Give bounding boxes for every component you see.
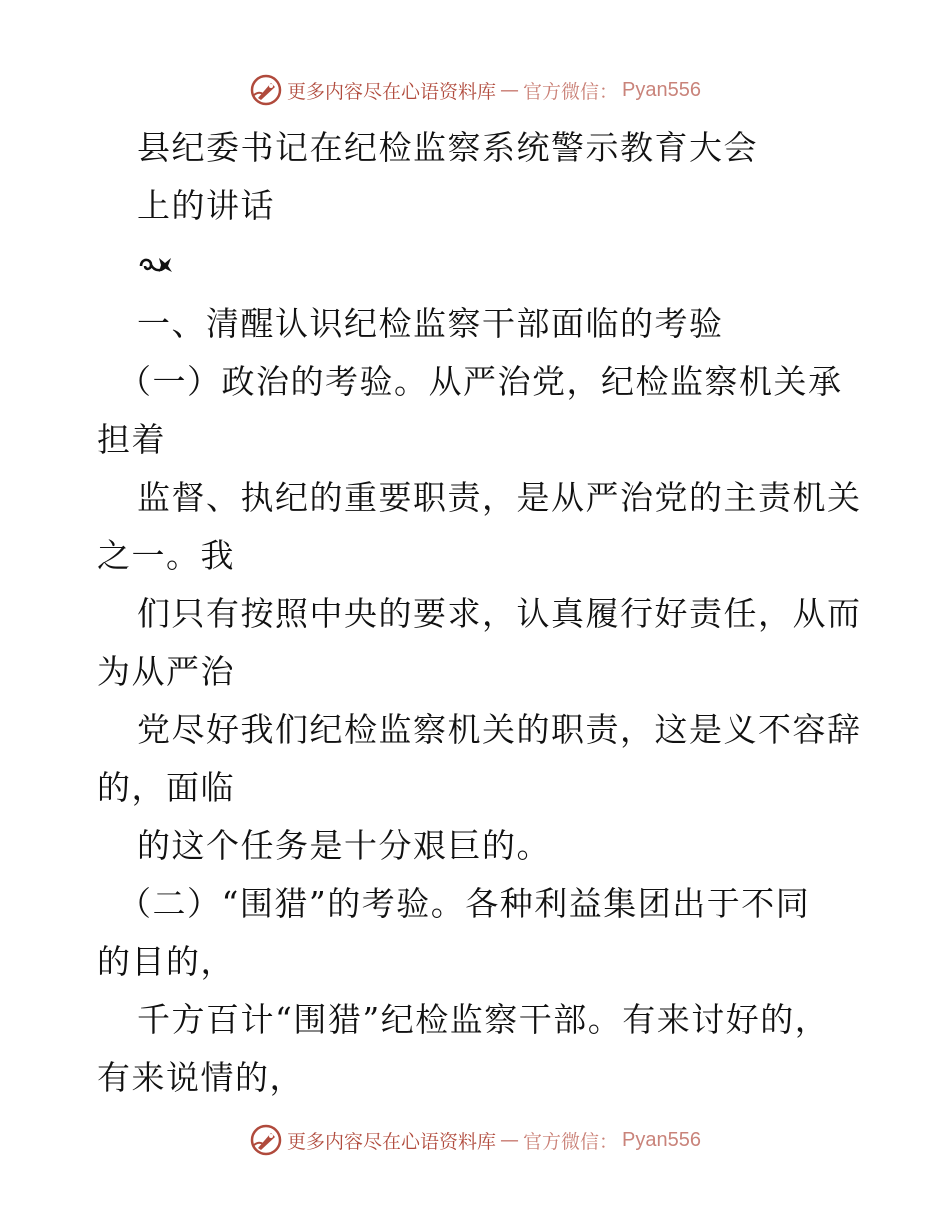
footer-watermark <box>0 1120 950 1160</box>
watermark-wechat-label: 官方微信： <box>523 80 619 103</box>
watermark-separator: — <box>500 1129 520 1151</box>
decorative-flourish-icon <box>137 252 173 278</box>
paragraph-line: 的，面临 <box>97 768 235 807</box>
watermark-wechat-label: 官方微信： <box>523 1130 619 1153</box>
pen-nib-logo-icon <box>249 73 283 107</box>
header-watermark <box>0 70 950 110</box>
paragraph-line: 千方百计“围猎”纪检监察干部。有来讨好的， <box>137 1000 830 1039</box>
paragraph-line: 有来说情的， <box>97 1058 304 1097</box>
paragraph-line: 监督、执纪的重要职责，是从严治党的主责机关 <box>137 478 862 517</box>
paragraph-line: 担着 <box>97 420 166 459</box>
paragraph-line: （一）政治的考验。从严治党，纪检监察机关承 <box>118 362 843 401</box>
watermark-wechat-id: Pyan556 <box>622 78 701 101</box>
paragraph-line: 的这个任务是十分艰巨的。 <box>137 826 551 865</box>
watermark-wechat-id: Pyan556 <box>622 1128 701 1151</box>
document-title-line-2: 上的讲话 <box>137 186 275 225</box>
paragraph-line: 之一。我 <box>97 536 235 575</box>
paragraph-line: 们只有按照中央的要求，认真履行好责任，从而 <box>137 594 862 633</box>
watermark-separator: — <box>500 79 520 101</box>
watermark-lead-text: 更多内容尽在心语资料库 <box>287 80 497 103</box>
paragraph-line: 的目的， <box>97 942 235 981</box>
paragraph-line: 党尽好我们纪检监察机关的职责，这是义不容辞 <box>137 710 862 749</box>
section-1-heading: 一、清醒认识纪检监察干部面临的考验 <box>137 304 724 343</box>
watermark-lead-text: 更多内容尽在心语资料库 <box>287 1130 497 1153</box>
paragraph-line: 为从严治 <box>97 652 235 691</box>
document-title-line-1: 县纪委书记在纪检监察系统警示教育大会 <box>137 128 758 167</box>
pen-nib-logo-icon <box>249 1123 283 1157</box>
paragraph-line: （二）“围猎”的考验。各种利益集团出于不同 <box>118 884 811 923</box>
